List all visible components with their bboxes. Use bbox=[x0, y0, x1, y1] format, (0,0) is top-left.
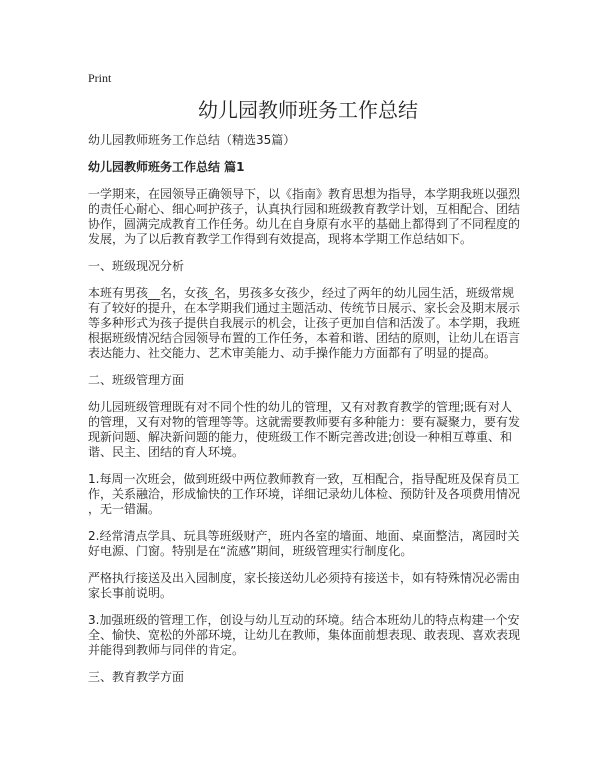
text-line: 表达能力、社交能力、艺术审美能力、动手操作能力方面都有了明显的提高。 bbox=[88, 346, 497, 360]
subtitle: 幼儿园教师班务工作总结（精选35篇） bbox=[88, 133, 296, 147]
paragraph bbox=[88, 472, 528, 517]
section-heading bbox=[88, 670, 528, 685]
text-line: 一、班级现况分析 bbox=[88, 259, 185, 273]
text-line: 二、班级管理方面 bbox=[88, 373, 185, 387]
text-line: 1.每周一次班会，做到班级中两位教师教育一致，互相配合，指导配班及保育员工 bbox=[88, 472, 520, 486]
paragraph bbox=[88, 571, 528, 601]
text-line: 的管理，又有对物的管理等等。这就需要教师要有多种能力：要有凝聚力，要有发 bbox=[88, 415, 521, 429]
print-link[interactable]: Print bbox=[88, 71, 112, 85]
section-heading bbox=[88, 373, 528, 388]
text-line: 根据班级情况结合园领导布置的工作任务，本着和谐、团结的原则，让幼儿在语言 bbox=[88, 331, 521, 345]
page-title: 幼儿园教师班务工作总结 bbox=[198, 98, 418, 122]
document-page bbox=[88, 71, 528, 685]
paragraph bbox=[88, 187, 528, 247]
text-line: 三、教育教学方面 bbox=[88, 670, 185, 684]
text-line: 发展，为了以后教育教学工作得到有效提高，现将本学期工作总结如下。 bbox=[88, 232, 473, 246]
text-line: 协作，圆满完成教育工作任务。幼儿在自身原有水平的基础上都得到了不同程度的 bbox=[88, 217, 521, 231]
text-line: 全、愉快、宽松的外部环境，让幼儿在教师，集体面前想表现、敢表现、喜欢表现 bbox=[88, 628, 521, 642]
paragraph bbox=[88, 529, 528, 559]
text-line: 严格执行接送及出入园制度，家长接送幼儿必须持有接送卡，如有特殊情况必需由 bbox=[88, 571, 521, 585]
text-line: 现新问题、解决新问题的能力，使班级工作不断完善改进;创设一种相互尊重、和 bbox=[88, 430, 513, 444]
text-line: 作，关系融洽，形成愉快的工作环境，详细记录幼儿体检、预防针及各项费用情况 bbox=[88, 487, 521, 501]
text-line: ，无一错漏。 bbox=[88, 502, 161, 516]
paragraph bbox=[88, 400, 528, 460]
text-line: 并能得到教师与同伴的肯定。 bbox=[88, 643, 245, 657]
text-line: 本班有男孩__名，女孩_名，男孩多女孩少，经过了两年的幼儿园生活，班级常规 bbox=[88, 286, 515, 300]
article-body bbox=[88, 187, 528, 685]
text-line: 的责任心耐心、细心呵护孩子，认真执行园和班级教育教学计划，互相配合、团结 bbox=[88, 202, 521, 216]
text-line: 有了较好的提升，在本学期我们通过主题活动、传统节日展示、家长会及期末展示 bbox=[88, 301, 521, 315]
paragraph bbox=[88, 613, 528, 658]
text-line: 家长事前说明。 bbox=[88, 586, 173, 600]
text-line: 2.经常清点学具、玩具等班级财产，班内各室的墙面、地面、桌面整洁，离园时关 bbox=[88, 529, 520, 543]
text-line: 好电源、门窗。特别是在“流感”期间，班级管理实行制度化。 bbox=[88, 544, 413, 558]
text-line: 一学期来，在园领导正确领导下，以《指南》教育思想为指导，本学期我班以强烈 bbox=[88, 187, 521, 201]
text-line: 3.加强班级的管理工作，创设与幼儿互动的环境。结合本班幼儿的特点构建一个安 bbox=[88, 613, 520, 627]
text-line: 幼儿园班级管理既有对不同个性的幼儿的管理，又有对教育教学的管理;既有对人 bbox=[88, 400, 513, 414]
article-heading: 幼儿园教师班务工作总结 篇1 bbox=[88, 160, 245, 174]
paragraph bbox=[88, 286, 528, 361]
text-line: 谐、民主、团结的育人环境。 bbox=[88, 445, 245, 459]
text-line: 等多种形式为孩子提供自我展示的机会，让孩子更加自信和活泼了。本学期，我班 bbox=[88, 316, 521, 330]
section-heading bbox=[88, 259, 528, 274]
